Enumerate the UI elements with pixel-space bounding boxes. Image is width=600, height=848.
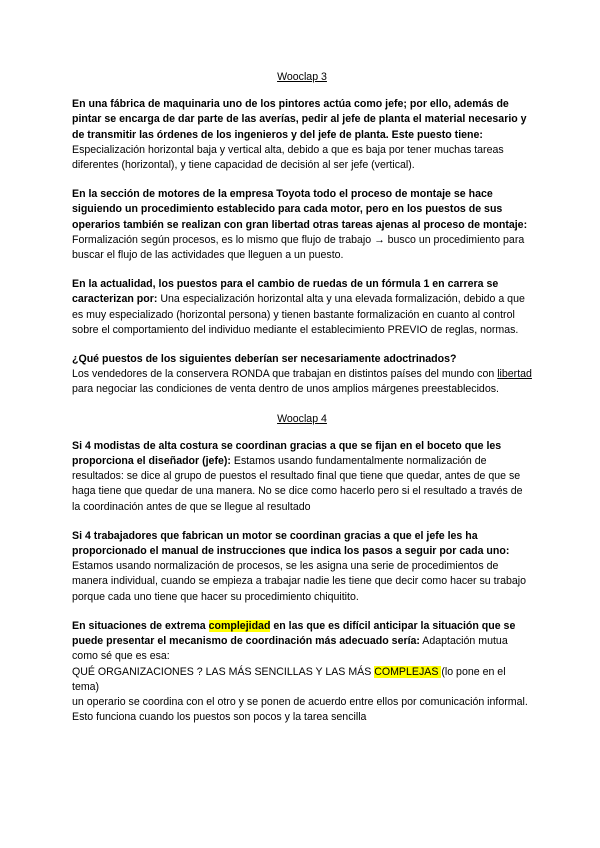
answer-text: Una especialización horizontal alta y una elevada formalización, debido a que es muy especializado (horizontal persona) y tienen bastante formalización en cuanto al control sobre el comportamiento del individuo mediante el establecimiento PREVIO de reglas, normas. <box>72 293 525 336</box>
answer-text: Formalización según procesos, es lo mismo que flujo de trabajo → busco un procedimiento para buscar el flujo de las actividades que lleguen a un puesto. <box>72 233 525 262</box>
answer-text: Estamos usando fundamentalmente normalización de resultados: se dice al grupo de puestos el resultado final que tiene que quedar, antes de que se haga tiene que quedar de una manera. No se dice como hacerlo pero si el resultado a través de la coordinación antes de que se llegue al resultado <box>72 455 523 513</box>
answer-text-part-1: Los vendedores de la conservera RONDA que trabajan en distintos países del mundo con <box>72 368 498 381</box>
note-text: (lo pone en el tema) <box>72 665 506 693</box>
question-text-part-1: En situaciones de extrema <box>72 619 209 632</box>
question-dressmakers <box>72 439 532 515</box>
document-page <box>72 62 532 739</box>
answer-text: Estamos usando normalización de procesos, se les asigna una serie de procedimientos de manera individual, cuando se empieza a trabajar nadie les tiene que decir como hacer su trabajo porque cada uno tiene que hacer su procedimiento chiquitito. <box>72 560 527 603</box>
section-title-wooclap-4: Wooclap 4 <box>277 412 327 425</box>
section-title-wooclap-3: Wooclap 3 <box>277 71 327 83</box>
question-toyota-engines <box>72 187 532 263</box>
question-text: ¿Qué puestos de los siguientes deberían ser necesariamente adoctrinados? <box>72 353 457 366</box>
answer-text-part-2: para negociar las condiciones de venta dentro de unos amplios márgenes preestablecidos. <box>72 383 499 396</box>
highlighted-word-complejidad: complejidad <box>208 619 271 632</box>
highlighted-word-complejas: COMPLEJAS <box>374 665 442 678</box>
question-engine-workers <box>72 529 532 605</box>
question-text-part-2: en las que es difícil anticipar la situación que se puede presentar el mecanismo de coordinación más adecuado sería: <box>72 619 516 648</box>
question-text: En una fábrica de maquinaria uno de los pintores actúa como jefe; por ello, además de pintar se encarga de dar parte de las averías, pedir al jefe de planta el material necesario y de transmitir las órdenes de los ingenieros y del jefe de planta. Este puesto tiene: <box>72 98 527 141</box>
question-formula1-tyres <box>72 277 532 338</box>
question-text: Si 4 trabajadores que fabrican un motor se coordinan gracias a que el jefe les ha proporcionado el manual de instrucciones que indica los pasos a seguir por cada uno: <box>72 529 510 558</box>
note-line-2 <box>72 665 532 695</box>
question-text: Si 4 modistas de alta costura se coordinan gracias a que se fijan en el boceto que les proporciona el diseñador (jefe): <box>72 439 502 468</box>
note-line-1: como sé que es esa: <box>72 650 170 663</box>
question-extreme-complexity <box>72 619 532 725</box>
answer-text: Especialización horizontal baja y vertical alta, debido a que es baja por tener muchas tareas diferentes (horizontal), y tiene capacidad de decisión al ser jefe (vertical). <box>72 143 504 172</box>
answer-underlined-word: libertad <box>497 368 532 381</box>
question-text: En la actualidad, los puestos para el cambio de ruedas de un fórmula 1 en carrera se caracterizan por: <box>72 278 499 306</box>
note-line-3: un operario se coordina con el otro y se ponen de acuerdo entre ellos por comunicación informal. Esto funciona cuando los puestos son pocos y la tarea sencilla <box>72 695 528 724</box>
question-text: En la sección de motores de la empresa Toyota todo el proceso de montaje se hace siguiendo un procedimiento establecido para cada motor, pero en los puestos de sus operarios también se realizan con gran libertad otras tareas ajenas al proceso de montaje: <box>72 188 528 231</box>
note-text: QUÉ ORGANIZACIONES ? LAS MÁS SENCILLAS Y LAS MÁS <box>72 665 375 678</box>
question-painter-foreman <box>72 97 532 173</box>
question-indoctrination <box>72 352 532 398</box>
answer-text: Adaptación mutua <box>419 635 508 648</box>
